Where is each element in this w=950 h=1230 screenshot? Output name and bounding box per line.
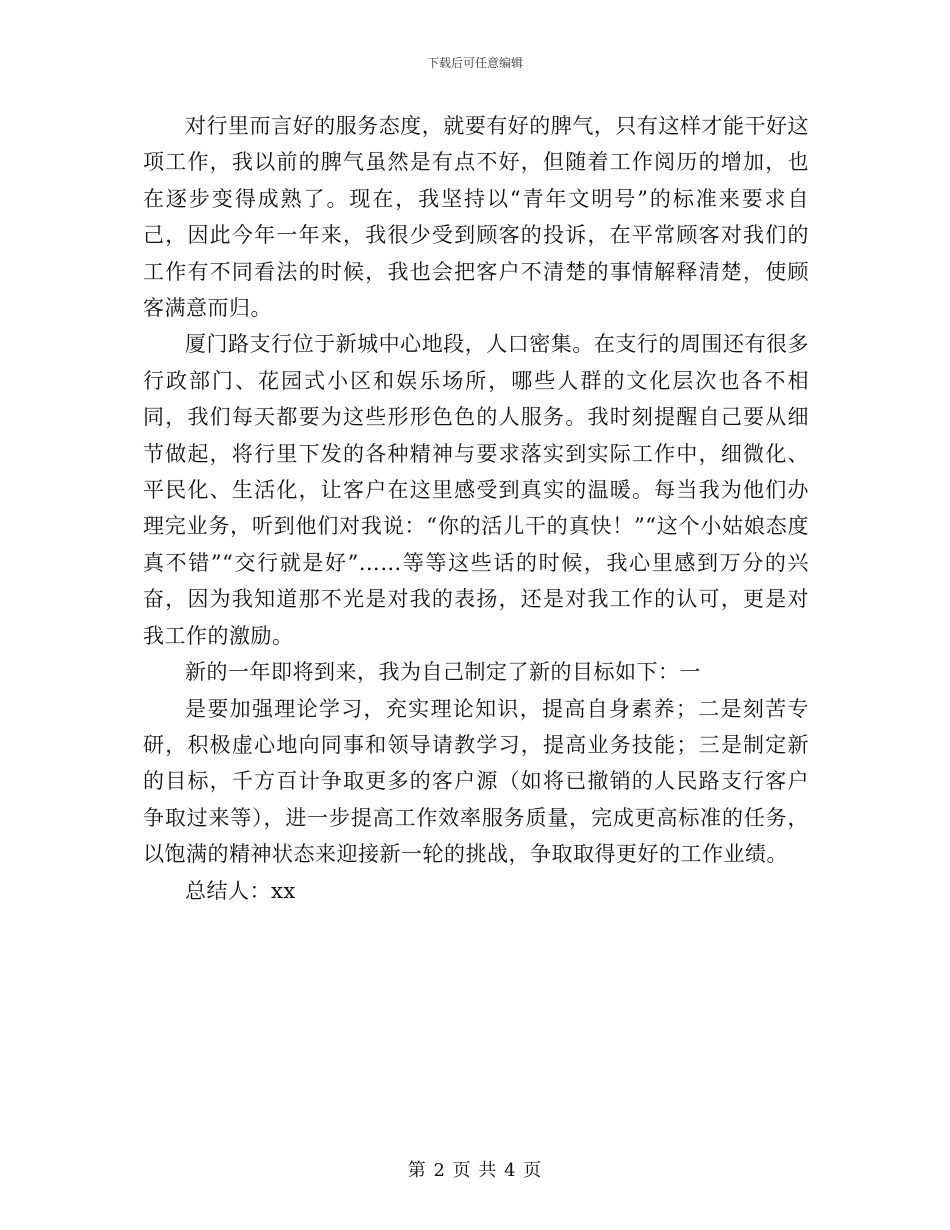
document-body: [143, 108, 809, 909]
paragraph-branch-location: 厦门路支行位于新城中心地段，人口密集。在支行的周围还有很多行政部门、花园式小区和娱乐场所，哪些人群的文化层次也各不相同，我们每天都要为这些形形色色的人服务。我时刻提醒自己要从细节做起，将行里下发的各种精神与要求落实到实际工作中，细微化、平民化、生活化，让客户在这里感受到真实的温暖。每当我为他们办理完业务，听到他们对我说：“你的活儿干的真快！”“这个小姑娘态度真不错”“交行就是好”……等等这些话的时候，我心里感到万分的兴奋，因为我知道那不光是对我的表扬，还是对我工作的认可，更是对我工作的激励。: [143, 332, 809, 648]
header-note: 下载后可任意编辑: [426, 56, 523, 70]
paragraph-new-year-goals: 是要加强理论学习，充实理论知识，提高自身素养；二是刻苦专研，积极虚心地向同事和领导请教学习，提高业务技能；三是制定新的目标，千方百计争取更多的客户源（如将已撤销的人民路支行客户争取过来等），进一步提高工作效率服务质量，完成更高标准的任务，以饱满的精神状态来迎接新一轮的挑战，争取取得更好的工作业绩。: [143, 696, 809, 867]
paragraph-new-year-goals-intro: 新的一年即将到来，我为自己制定了新的目标如下：一: [185, 660, 701, 685]
paragraph-signature: 总结人：xx: [185, 878, 296, 903]
paragraph-service-attitude: 对行里而言好的服务态度，就要有好的脾气，只有这样才能干好这项工作，我以前的脾气虽然是有点不好，但随着工作阅历的增加，也在逐步变得成熟了。现在，我坚持以“青年文明号”的标准来要求自己，因此今年一年来，我很少受到顾客的投诉，在平常顾客对我们的工作有不同看法的时候，我也会把客户不清楚的事情解释清楚，使顾客满意而归。: [143, 114, 809, 321]
page-number: 第 2 页 共 4 页: [407, 1160, 543, 1181]
